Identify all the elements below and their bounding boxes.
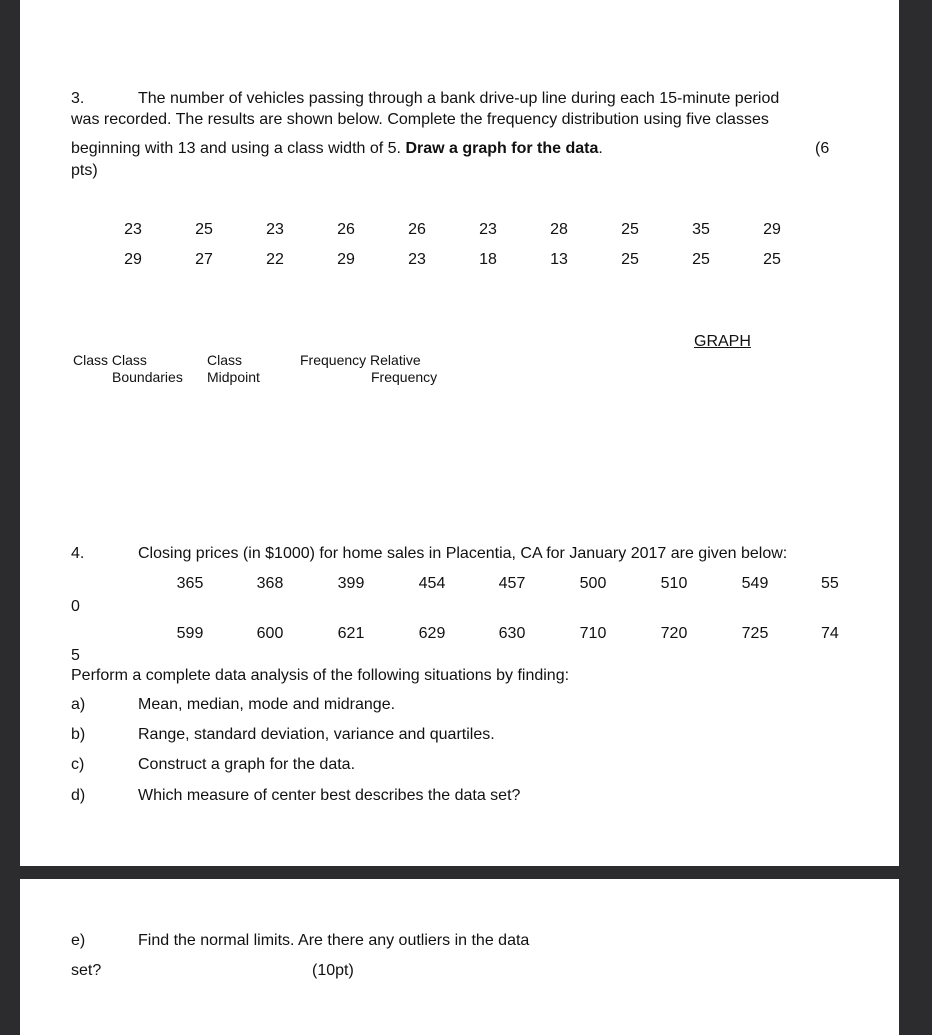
q3-number: 3. — [71, 90, 85, 107]
q3-value: 13 — [550, 251, 568, 268]
q3-points-wrap: pts) — [71, 162, 98, 179]
item-e-points: (10pt) — [312, 962, 354, 979]
q4-value: 621 — [337, 625, 365, 642]
q3-value: 29 — [124, 251, 142, 268]
q4-value: 725 — [741, 625, 769, 642]
item-label-c: c) — [71, 756, 85, 773]
q3-value: 25 — [763, 251, 781, 268]
q4-value: 549 — [741, 575, 769, 592]
q4-value-tail: 74 — [821, 625, 839, 642]
q3-value: 23 — [124, 221, 142, 238]
q3-value: 23 — [479, 221, 497, 238]
item-text-e-wrap: set? — [71, 962, 102, 979]
q3-value: 22 — [266, 251, 284, 268]
q3-line-1: The number of vehicles passing through a bank drive-up line during each 15-minute period — [138, 90, 780, 107]
q3-value: 28 — [550, 221, 568, 238]
q4-value: 368 — [256, 575, 284, 592]
item-text-a: Mean, median, mode and midrange. — [138, 696, 396, 713]
q4-value-tail: 55 — [821, 575, 839, 592]
q4-value: 365 — [176, 575, 204, 592]
q3-value: 25 — [692, 251, 710, 268]
item-text-b: Range, standard deviation, variance and quartiles. — [138, 726, 495, 743]
item-label-e: e) — [71, 932, 86, 949]
q4-intro: Closing prices (in $1000) for home sales in Placentia, CA for January 2017 are given below: — [138, 545, 788, 562]
q3-value: 29 — [337, 251, 355, 268]
q3-value: 35 — [692, 221, 710, 238]
q4-value: 599 — [176, 625, 204, 642]
q4-value: 510 — [660, 575, 688, 592]
header-frequency-relative: Frequency Relative — [300, 352, 421, 368]
item-label-b: b) — [71, 726, 86, 743]
header-frequency: Frequency — [371, 369, 438, 385]
q4-value: 457 — [498, 575, 526, 592]
q4-value: 500 — [579, 575, 607, 592]
q3-line-3 — [71, 139, 603, 158]
q3-points: (6 — [815, 140, 830, 157]
q3-line-3-bold: Draw a graph for the data — [405, 140, 599, 157]
q3-value: 27 — [195, 251, 213, 268]
q3-line-3-end: . — [598, 140, 603, 157]
q3-line-3-text: beginning with 13 and using a class width of 5. — [71, 140, 406, 157]
q3-value: 18 — [479, 251, 497, 268]
header-midpoint: Midpoint — [207, 369, 260, 385]
page-2 — [20, 879, 899, 1035]
item-text-d: Which measure of center best describes the data set? — [138, 787, 521, 804]
q4-value: 710 — [579, 625, 607, 642]
q4-value: 629 — [418, 625, 446, 642]
q3-value: 25 — [621, 221, 639, 238]
q3-value: 23 — [408, 251, 426, 268]
q3-value: 25 — [195, 221, 213, 238]
q4-value: 399 — [337, 575, 365, 592]
q3-value: 26 — [337, 221, 355, 238]
q3-value: 29 — [763, 221, 781, 238]
header-class: Class — [207, 352, 243, 368]
item-text-c: Construct a graph for the data. — [138, 756, 356, 773]
item-text-e: Find the normal limits. Are there any outliers in the data — [138, 932, 530, 949]
header-class-class: Class Class — [73, 352, 147, 368]
q4-value-wrap: 0 — [71, 598, 80, 615]
page-1 — [20, 0, 899, 866]
q4-value: 454 — [418, 575, 446, 592]
q4-value: 600 — [256, 625, 284, 642]
q4-instruction: Perform a complete data analysis of the following situations by finding: — [71, 667, 570, 684]
q3-line-2: was recorded. The results are shown below. Complete the frequency distribution using five classes — [71, 111, 769, 128]
q4-value-wrap: 5 — [71, 647, 80, 664]
q3-value: 25 — [621, 251, 639, 268]
item-label-a: a) — [71, 696, 86, 713]
header-boundaries: Boundaries — [112, 369, 183, 385]
q4-number: 4. — [71, 545, 85, 562]
q3-value: 26 — [408, 221, 426, 238]
q3-value: 23 — [266, 221, 284, 238]
q4-value: 630 — [498, 625, 526, 642]
q4-value: 720 — [660, 625, 688, 642]
graph-label: GRAPH — [694, 333, 751, 350]
item-label-d: d) — [71, 787, 86, 804]
